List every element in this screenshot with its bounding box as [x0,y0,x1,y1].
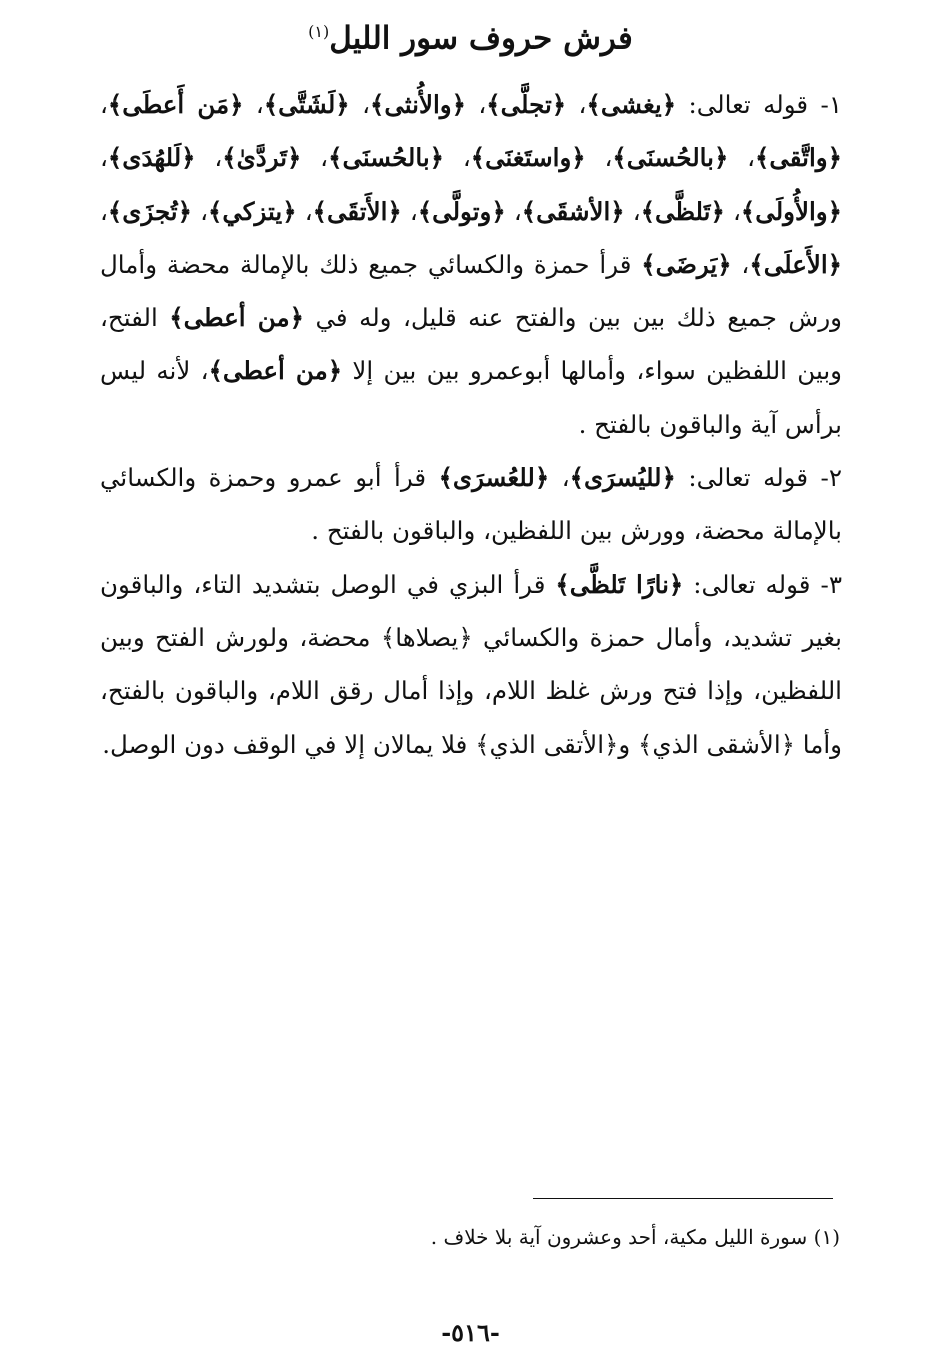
quran-word: ﴿الأَعلَى﴾ [749,249,842,279]
quran-word: ﴿تجلَّى﴾ [486,90,567,119]
text-segment: ، [444,143,471,173]
page-number: -٥١٦- [441,1318,500,1347]
quran-word: ﴿لليُسرَى﴾ [569,463,676,493]
quran-word: ﴿من أعطى﴾ [169,303,304,333]
text-segment: قرأ حمزة والكسائي جميع ذلك بالإمالة محضة وأمال ورش جميع ذلك بين بين والفتح عنه قليل، وله في [100,249,843,333]
quran-word: ﴿واستَغنَى﴾ [470,143,586,173]
text-segment: ، [585,143,613,173]
text-segment: و [618,729,639,759]
quran-word: ﴿وتولَّى﴾ [417,196,506,226]
text-segment: ، [301,143,329,173]
text-segment: ٢- قوله تعالى: [675,463,842,493]
text-segment: ، [624,196,641,226]
text-segment: ، [728,143,756,173]
quran-word: ﴿نارًا تَلظَّى﴾ [555,569,684,599]
text-segment: ، [100,143,108,173]
text-segment: ١- قوله تعالى: [676,90,842,119]
text-segment: قرأ أبو عمرو وحمزة والكسائي بالإمالة محضة، وورش بين اللفظين، والباقون بالفتح . [100,463,842,546]
quran-word: ﴿الأَتقَى﴾ [312,196,402,226]
text-segment: محضة، ولورش الفتح وبين اللفظين، وإذا فتح ورش غلظ اللام، وإذا أمال رقق اللام، والباقون بالفتح، وأما [100,622,842,759]
body-text [100,78,842,771]
quran-word: ﴿والأُنثى﴾ [369,90,466,119]
quran-word: ﴿تَردَّىٰ﴾ [222,143,302,173]
text-segment: ، [296,196,313,226]
quran-word: ﴿يتزكي﴾ [208,196,297,226]
text-segment: ، [191,196,209,226]
quran-word: ﴿لَلهُدَى﴾ [107,143,196,173]
title-text: فرش حروف سور الليل [329,20,633,57]
text-segment: ، [549,463,570,493]
quran-word: ﴿تَلظَّى﴾ [640,196,725,226]
text-segment: ، [100,196,108,226]
text-segment: ، [195,143,223,173]
text-segment: ، [724,196,741,226]
text-segment: ، [731,249,750,279]
quran-word: ﴿مَن أَعطَى﴾ [107,90,244,119]
text-segment: قرأ البزي في الوصل بتشديد التاء، والباقون بغير تشديد، وأمال حمزة والكسائي [100,569,843,652]
quran-word: ﴿للعُسرَى﴾ [438,463,550,493]
text-segment: ، لأنه ليس برأس آية والباقون بالفتح . [100,356,842,439]
text-segment: ﴿الأتقى الذي﴾ [475,729,619,759]
footnote-divider [533,1198,833,1199]
quran-word: ﴿تُجزَى﴾ [107,196,192,226]
paragraph [100,78,842,451]
text-segment: ، [349,90,370,119]
text-segment: ٣- قوله تعالى: [683,569,842,599]
quran-word: ﴿يغشى﴾ [586,90,677,119]
paragraph [100,558,842,771]
quran-word: ﴿يَرضَى﴾ [641,249,732,279]
text-segment: ، [566,90,587,119]
text-segment: فلا يمالان إلا في الوقف دون الوصل. [102,729,476,759]
paragraph [100,451,842,558]
text-segment: ، [243,90,264,119]
text-segment: ، [505,196,522,226]
quran-word: ﴿الأشقَى﴾ [521,196,625,226]
quran-word: ﴿لَشَتَّى﴾ [263,90,350,119]
quran-word: ﴿بالحُسنَى﴾ [612,143,729,173]
quran-word: ﴿والأُولَى﴾ [740,196,842,226]
text-segment: ، [465,90,487,119]
title-footnote-marker: (١) [308,22,330,41]
quran-word: ﴿من أعطى﴾ [208,356,343,386]
text-segment: ، [100,90,108,119]
text-segment: ﴿يصلاها﴾ [380,622,473,652]
text-segment: الفتح، وبين اللفظين سواء، وأمالها أبوعمرو بين بين إلا [100,303,842,386]
quran-word: ﴿واتَّقى﴾ [755,143,842,173]
text-segment: ، [401,196,418,226]
footnote: (١) سورة الليل مكية، أحد وعشرون آية بلا خلاف . [430,1225,840,1249]
page-title [0,10,941,60]
text-segment: ﴿الأشقى الذي﴾ [638,729,795,759]
quran-word: ﴿بالحُسنَى﴾ [328,143,445,173]
